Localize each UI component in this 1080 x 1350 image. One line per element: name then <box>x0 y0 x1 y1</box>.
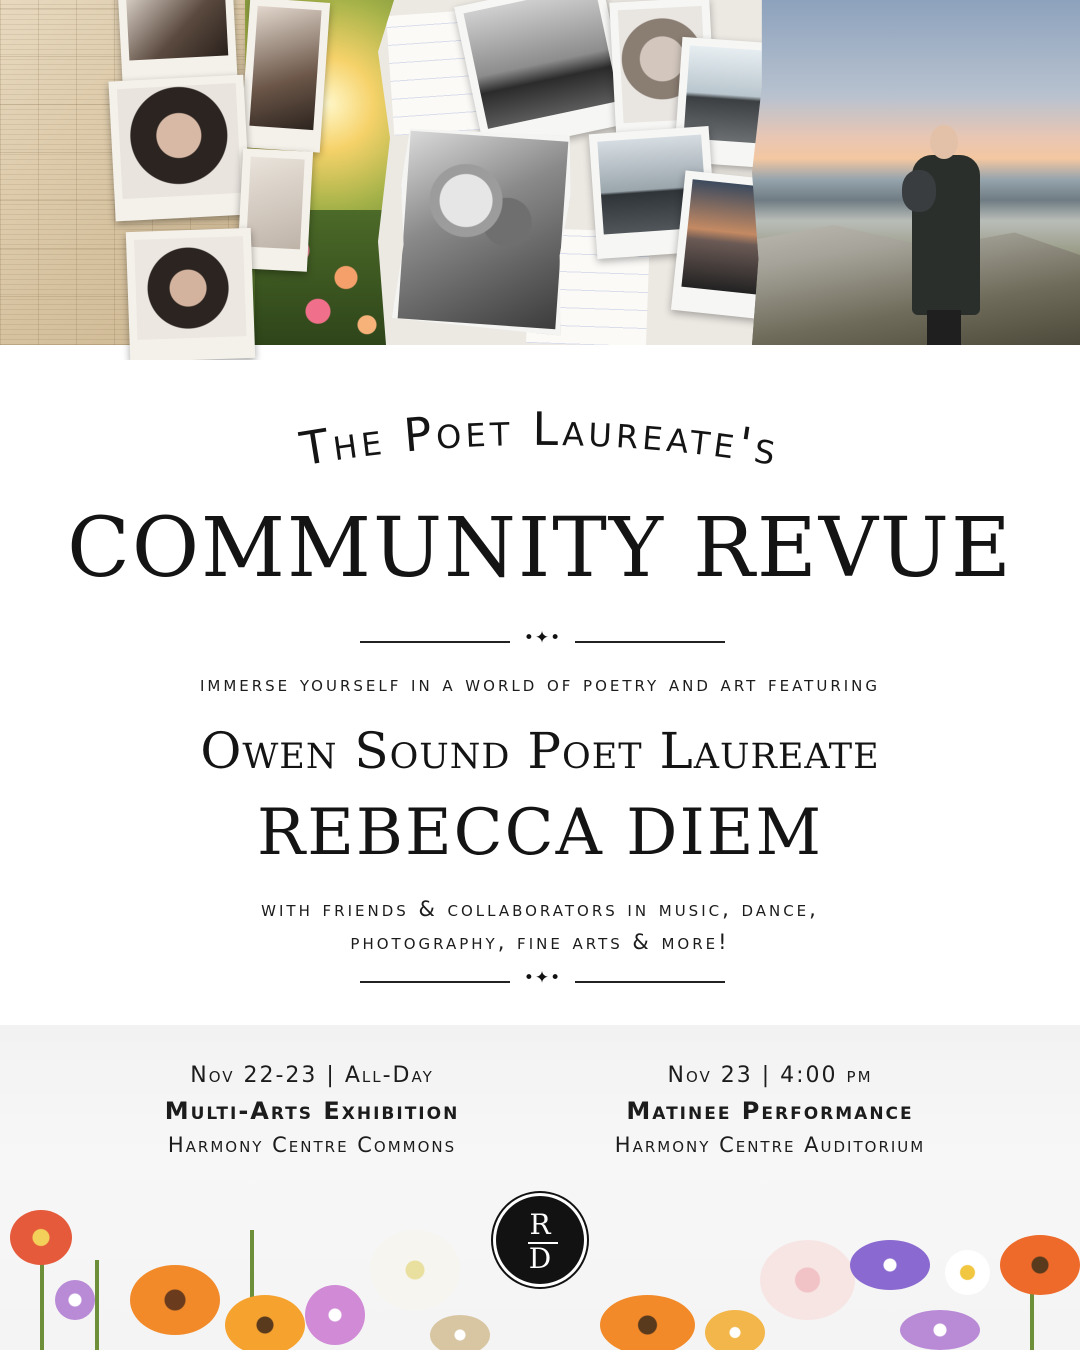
polaroid-lighthouse-photo <box>454 0 632 154</box>
collage-polaroids-photo <box>378 0 778 345</box>
polaroid-maternity-photo-1 <box>108 75 250 222</box>
page-title: COMMUNITY REVUE <box>67 501 1013 596</box>
divider-top <box>360 628 725 649</box>
polaroid-maternity-photo-2 <box>126 228 255 360</box>
orange-poppy-flower-4 <box>1000 1235 1080 1295</box>
arc-title <box>130 400 950 510</box>
logo-letter-d: D <box>528 1242 552 1275</box>
lavender-flower-2 <box>900 1310 980 1350</box>
woman-holding-baby-figure <box>902 120 987 345</box>
orange-poppy-flower <box>130 1265 220 1335</box>
event-venue: Harmony Centre Auditorium <box>614 1133 926 1157</box>
pink-ranunculus-flower <box>760 1240 855 1320</box>
red-poppy-flower <box>10 1210 72 1265</box>
yellow-flower <box>705 1310 765 1350</box>
small-white-flower <box>430 1315 490 1350</box>
torn-mother-child-photo <box>391 124 575 335</box>
orange-poppy-flower-3 <box>600 1295 695 1350</box>
sparkle-divider-icon: •✦• <box>523 968 562 988</box>
orange-poppy-flower-2 <box>225 1295 305 1350</box>
divider-bottom <box>360 968 725 989</box>
polaroid-couple-photo-1 <box>118 0 238 83</box>
arc-title-text: The Poet Laureate's <box>296 401 784 477</box>
collaborators-line-2: photography, fine arts & more! <box>350 930 730 954</box>
event-performance <box>550 1061 990 1161</box>
event-title: Multi-Arts Exhibition <box>164 1097 460 1125</box>
polaroid-couple-photo-2 <box>240 0 330 153</box>
purple-statice-flower <box>850 1240 930 1290</box>
photo-collage <box>0 0 1080 360</box>
lavender-flower <box>55 1280 95 1320</box>
intro-text: immerse yourself in a world of poetry and art featuring <box>199 672 881 696</box>
white-daisy-flower <box>945 1250 990 1295</box>
event-title: Matinee Performance <box>626 1097 914 1125</box>
white-ranunculus-flower <box>370 1230 460 1310</box>
collage-beach-sunset-photo <box>752 0 1080 345</box>
svg-text:The Poet Laureate's <box>295 402 783 476</box>
event-date: Nov 23 | 4:00 pm <box>667 1063 873 1088</box>
collaborators-line-1: with friends & collaborators in music, dance, <box>261 897 819 921</box>
event-exhibition <box>92 1061 532 1161</box>
collaborators-text <box>0 893 1080 959</box>
pink-flower <box>305 1285 365 1345</box>
arc-title-wrap <box>0 400 1080 510</box>
rd-monogram-logo <box>493 1193 587 1287</box>
event-date: Nov 22-23 | All-Day <box>190 1063 434 1088</box>
sparkle-divider-icon: •✦• <box>523 628 562 648</box>
featured-name: REBECCA DIEM <box>257 796 823 870</box>
logo-letter-r: R <box>529 1208 551 1241</box>
laureate-title: Owen Sound Poet Laureate <box>200 722 880 780</box>
event-venue: Harmony Centre Commons <box>167 1133 457 1157</box>
